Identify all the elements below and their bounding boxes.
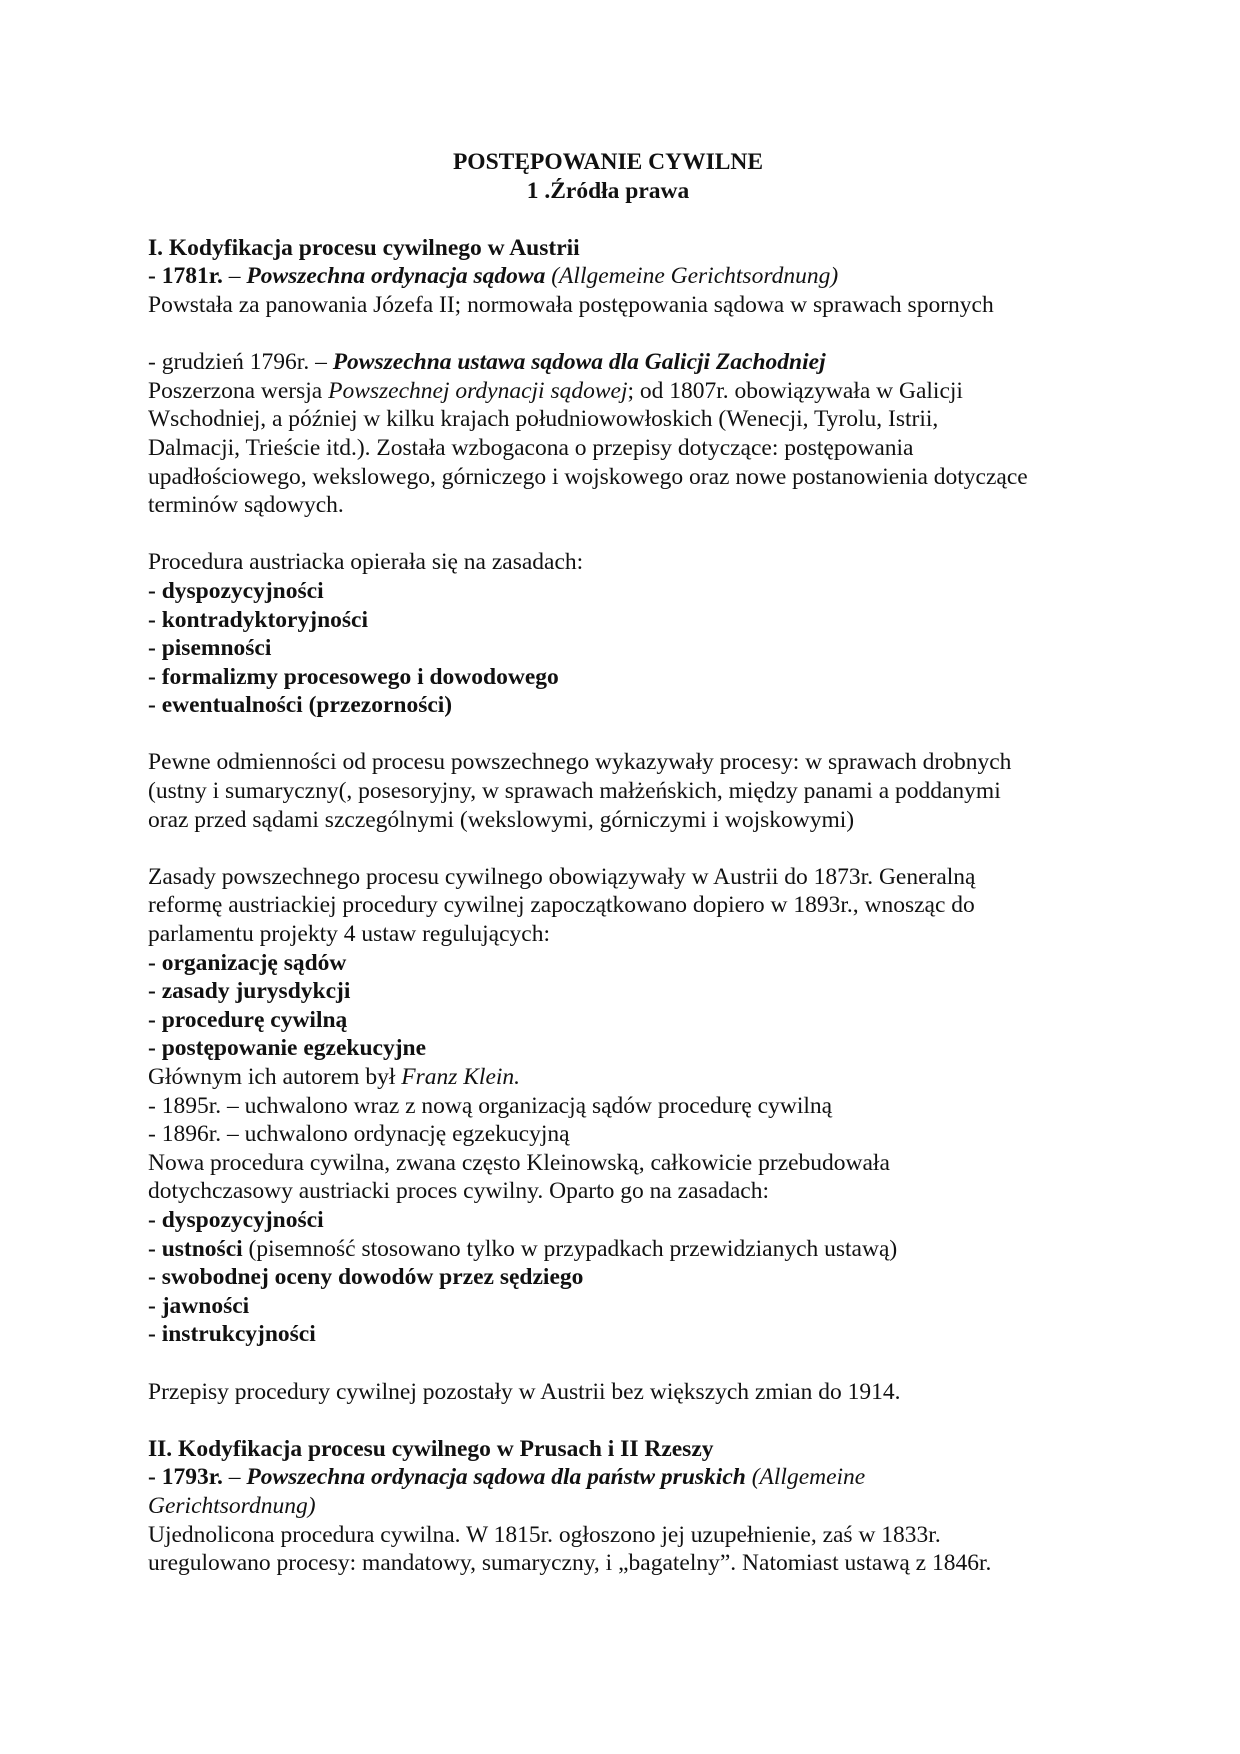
new-principle-item: - swobodnej oceny dowodów przez sędziego (148, 1264, 584, 1291)
desc-text: ; od 1807r. obowiązywała w Galicji (627, 377, 963, 404)
event-item: - 1896r. – uchwalono ordynację egzekucyjną (148, 1121, 570, 1148)
paragraph-line: Ujednolicona procedura cywilna. W 1815r. ogłoszono jej uzupełnienie, zaś w 1833r. (148, 1521, 941, 1548)
item-note: (Allgemeine (745, 1464, 866, 1491)
spacer (148, 720, 1108, 749)
principle-item: - dyspozycyjności (148, 577, 324, 604)
item-name: Powszechna ordynacja sądowa (246, 263, 546, 290)
new-principle-item: - instrukcyjności (148, 1321, 316, 1348)
law-item: - postępowanie egzekucyjne (148, 1035, 427, 1062)
new-principle-item: - jawności (148, 1292, 250, 1319)
spacer (148, 1349, 1108, 1378)
author-line (148, 1063, 1108, 1092)
section-2-item-1-title (148, 1463, 1108, 1492)
item-dash: – (222, 1464, 247, 1491)
spacer (148, 1406, 1108, 1435)
section-1-item-2-desc-line-3: Dalmacji, Trieście itd.). Została wzbogacona o przepisy dotyczące: postępowania (148, 434, 914, 461)
section-2-item-1-note: Gerichtsordnung) (148, 1492, 316, 1519)
section-1-item-1-desc: Powstała za panowania Józefa II; normowała postępowania sądowa w sprawach spornych (148, 291, 994, 318)
paragraph-line: (ustny i sumaryczny(, posesoryjny, w sprawach małżeńskich, między panami a poddanymi (148, 778, 1001, 805)
item-dash: – (309, 349, 333, 376)
paragraph-line: Pewne odmienności od procesu powszechnego wykazywały procesy: w sprawach drobnych (148, 749, 1012, 776)
section-1-closing: Przepisy procedury cywilnej pozostały w Austrii bez większych zmian do 1914. (148, 1378, 901, 1405)
paragraph-line: Zasady powszechnego procesu cywilnego obowiązywały w Austrii do 1873r. Generalną (148, 863, 976, 890)
new-principle-item (148, 1235, 1108, 1264)
principles-intro: Procedura austriacka opierała się na zasadach: (148, 549, 584, 576)
item-name: Powszechna ustawa sądowa dla Galicji Zachodniej (332, 349, 826, 376)
paragraph-line: reformę austriackiej procedury cywilnej zapoczątkowano dopiero w 1893r., wnosząc do (148, 892, 975, 919)
spacer (148, 320, 1108, 349)
principle-item: - formalizmy procesowego i dowodowego (148, 663, 559, 690)
section-1-item-2-title (148, 348, 1108, 377)
section-1-item-2-desc-line-5: terminów sądowych. (148, 492, 344, 519)
principle-note: (pisemność stosowano tylko w przypadkach przewidzianych ustawą) (242, 1235, 898, 1262)
section-1-item-1-title (148, 262, 1108, 291)
spacer (148, 520, 1108, 549)
paragraph-line: parlamentu projekty 4 ustaw regulujących: (148, 921, 550, 948)
document-subtitle: 1 .Źródła prawa (526, 177, 690, 204)
principle-bold: - ustności (148, 1235, 243, 1262)
section-1-item-2-desc-line-4: upadłościowego, wekslowego, górniczego i wojskowego oraz nowe postanowienia dotyczące (148, 463, 1028, 490)
section-1-heading: I. Kodyfikacja procesu cywilnego w Austrii (148, 234, 580, 261)
document-title: POSTĘPOWANIE CYWILNE (452, 149, 764, 175)
section-1-item-2-desc-line-2: Wschodniej, a później w kilku krajach południowowłoskich (Wenecji, Tyrolu, Istrii, (148, 406, 939, 433)
item-note: (Allgemeine Gerichtsordnung) (545, 263, 839, 290)
law-item: - procedurę cywilną (148, 1006, 348, 1033)
paragraph-line: Nowa procedura cywilna, zwana często Kleinowską, całkowicie przebudowała (148, 1149, 890, 1176)
event-item: - 1895r. – uchwalono wraz z nową organizacją sądów procedurę cywilną (148, 1092, 833, 1119)
spacer (148, 205, 1108, 234)
section-2-heading: II. Kodyfikacja procesu cywilnego w Prusach i II Rzeszy (148, 1435, 714, 1462)
principle-item: - pisemności (148, 635, 272, 662)
paragraph-line: uregulowano procesy: mandatowy, sumaryczny, i „bagatelny”. Natomiast ustawą z 1846r. (148, 1550, 992, 1577)
spacer (148, 834, 1108, 863)
principle-item: - ewentualności (przezorności) (148, 692, 453, 719)
item-dash: – (222, 263, 247, 290)
author-prefix: Głównym ich autorem był (148, 1064, 402, 1090)
desc-italic: Powszechnej ordynacji sądowej (328, 377, 628, 404)
law-item: - organizację sądów (148, 949, 347, 976)
item-date: - 1781r. (148, 263, 223, 290)
item-name: Powszechna ordynacja sądowa dla państw pruskich (246, 1464, 746, 1491)
item-date: - 1793r. (148, 1464, 223, 1491)
paragraph-line: oraz przed sądami szczególnymi (wekslowymi, górniczymi i wojskowymi) (148, 806, 855, 833)
principle-item: - kontradyktoryjności (148, 606, 368, 633)
document-page (148, 148, 1108, 1578)
author-name: Franz Klein. (401, 1064, 521, 1090)
paragraph-line: dotychczasowy austriacki proces cywilny. Oparto go na zasadach: (148, 1178, 769, 1205)
law-item: - zasady jurysdykcji (148, 978, 351, 1005)
new-principle-item: - dyspozycyjności (148, 1206, 324, 1233)
desc-text: Poszerzona wersja (148, 377, 329, 404)
item-date: - grudzień 1796r. (148, 349, 310, 376)
section-1-item-2-desc-line-1 (148, 377, 1108, 406)
